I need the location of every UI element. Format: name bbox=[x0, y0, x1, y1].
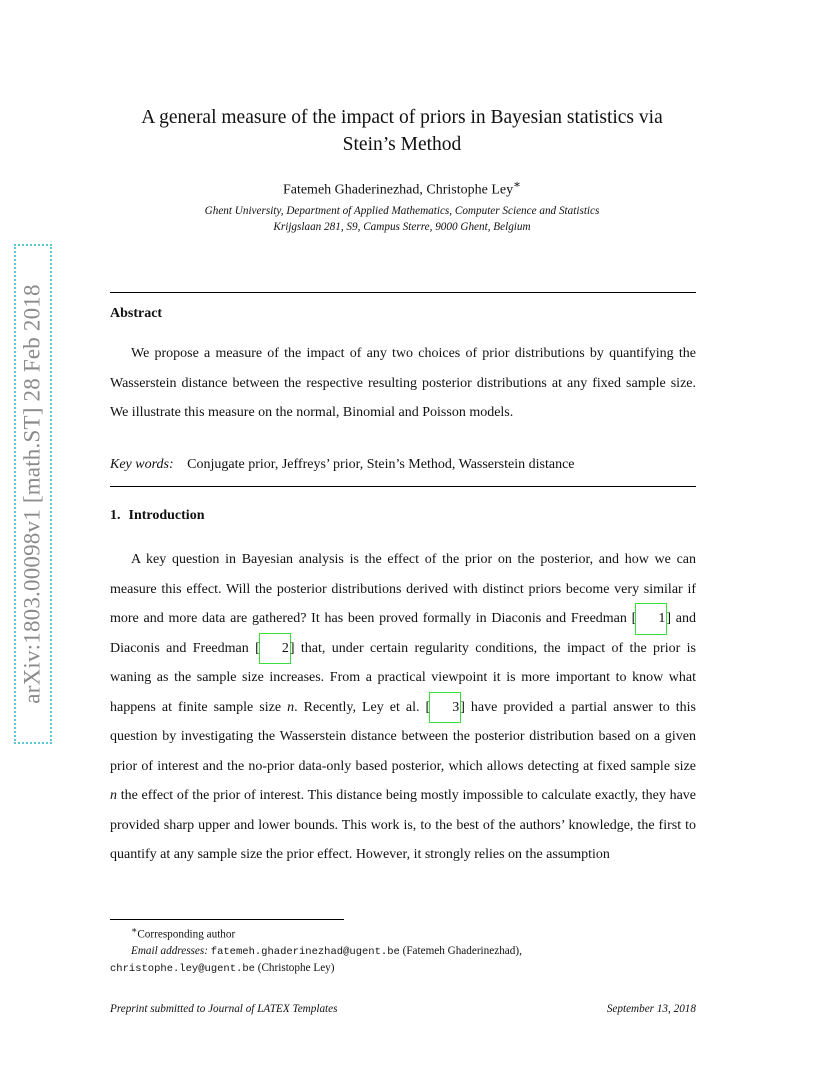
citation-link-3[interactable]: 3 bbox=[430, 693, 460, 723]
affiliation-line-1: Ghent University, Department of Applied Mathematics, Computer Science and Statistics bbox=[204, 205, 600, 217]
footnote-emails bbox=[110, 943, 696, 960]
email-link-1[interactable]: fatemeh.ghaderinezhad@ugent.be bbox=[210, 945, 400, 958]
footnote-rule bbox=[110, 919, 344, 920]
footer-journal: Preprint submitted to Journal of LATEX Templates bbox=[110, 1003, 338, 1015]
keywords-text: Conjugate prior, Jeffreys’ prior, Stein’s Method, Wasserstein distance bbox=[187, 457, 575, 472]
arxiv-identifier-stamp[interactable] bbox=[14, 244, 52, 744]
math-variable-n: n bbox=[110, 788, 117, 803]
intro-text-1: A key question in Bayesian analysis is the effect of the prior on the posterior, and how we can measure this effect. Will the posterior distributions derived with distinct priors become very similar if more and more data are gathered? It has been proved formally in Diaconis and Freedman bbox=[110, 552, 696, 626]
section-heading-introduction bbox=[110, 508, 204, 524]
keywords bbox=[110, 457, 575, 473]
abstract-text: We propose a measure of the impact of any two choices of prior distributions by quantifying the Wasserstein distance between the respective resulting posterior distributions at any fixed sample size. We illustrate this measure on the normal, Binomial and Poisson models. bbox=[110, 346, 696, 420]
citation-link-1[interactable]: 1 bbox=[636, 604, 666, 634]
authors-text: Fatemeh Ghaderinezhad, Christophe Ley bbox=[282, 182, 514, 198]
footnote-corresponding-text: Corresponding author bbox=[137, 928, 236, 941]
introduction-paragraph: A key question in Bayesian analysis is the effect of the prior on the posterior, and how we can measure this effect. Will the posterior distributions derived with distinct priors become very similar if more and more data are gathered? It has been proved formally in Diaconis and Freedman [ 1] and Diaconis and Freedman [ 2] that, under certain regularity conditions, the impact of the prior is waning as the sample size increases. From a practical viewpoint it is more important to know what happens at finite sample size n. Recently, Ley et al. [ 3] have provided a partial answer to this question by investigating the Wasserstein distance between the posterior distribution based on a given prior of interest and the no-prior data-only based posterior, which allows detecting at fixed sample size n the effect of the prior of interest. This distance being mostly impossible to calculate exactly, they have provided sharp upper and lower bounds. This work is, to the best of the authors’ knowledge, the first to quantify at any sample size the prior effect. However, it strongly relies on the assumption bbox=[110, 552, 696, 862]
paper-title bbox=[100, 104, 704, 158]
footnote-mark: ∗ bbox=[131, 926, 138, 936]
author-list bbox=[100, 177, 704, 199]
abstract-top-rule bbox=[110, 292, 696, 293]
abstract-bottom-rule bbox=[110, 486, 696, 487]
intro-text-2: and Diaconis and Freedman bbox=[110, 611, 696, 656]
abstract-heading: Abstract bbox=[110, 306, 163, 321]
citation-link-2[interactable]: 2 bbox=[260, 634, 290, 664]
footer-date: September 13, 2018 bbox=[606, 1003, 696, 1015]
title-line-2: Stein’s Method bbox=[342, 134, 462, 155]
email-link-2[interactable]: christophe.ley@ugent.be bbox=[110, 962, 255, 975]
author-footnote-mark: ∗ bbox=[513, 178, 522, 191]
email-owner-1: (Fatemeh Ghaderinezhad), bbox=[399, 944, 522, 957]
intro-text-6: the effect of the prior of interest. This distance being mostly impossible to calculate exactly, they have provided sharp upper and lower bounds. This work is, to the best of the authors’ knowledge, the first to quantify at any sample size the prior effect. However, it strongly relies on the assumption bbox=[110, 788, 696, 862]
email-owner-2: (Christophe Ley) bbox=[254, 961, 335, 974]
footnote-emails-cont bbox=[110, 960, 696, 977]
intro-text-5: have provided a partial answer to this question by investigating the Wasserstein distance between the posterior distribution based on a given prior of interest and the no-prior data-only based posterior, which allows detecting at fixed sample size bbox=[110, 699, 696, 774]
footnote bbox=[110, 923, 696, 977]
affiliation bbox=[100, 203, 704, 235]
intro-text-4: . Recently, Ley et al. bbox=[294, 699, 426, 715]
affiliation-line-2: Krijgslaan 281, S9, Campus Sterre, 9000 Ghent, Belgium bbox=[273, 221, 531, 233]
keywords-label: Key words: bbox=[110, 457, 174, 472]
math-variable-n: n bbox=[287, 699, 295, 715]
intro-text-3: that, under certain regularity conditions, the impact of the prior is waning as the sample size increases. From a practical viewpoint it is more important to know what happens at finite sample size bbox=[110, 640, 696, 715]
arxiv-identifier: arXiv:1803.00098v1 [math.ST] 28 Feb 2018 bbox=[20, 284, 45, 704]
section-title: Introduction bbox=[128, 508, 205, 523]
title-line-1: A general measure of the impact of priors in Bayesian statistics via bbox=[141, 107, 663, 128]
section-number: 1. bbox=[110, 508, 121, 523]
footnote-corresponding bbox=[110, 923, 696, 943]
email-label: Email addresses: bbox=[131, 944, 208, 957]
